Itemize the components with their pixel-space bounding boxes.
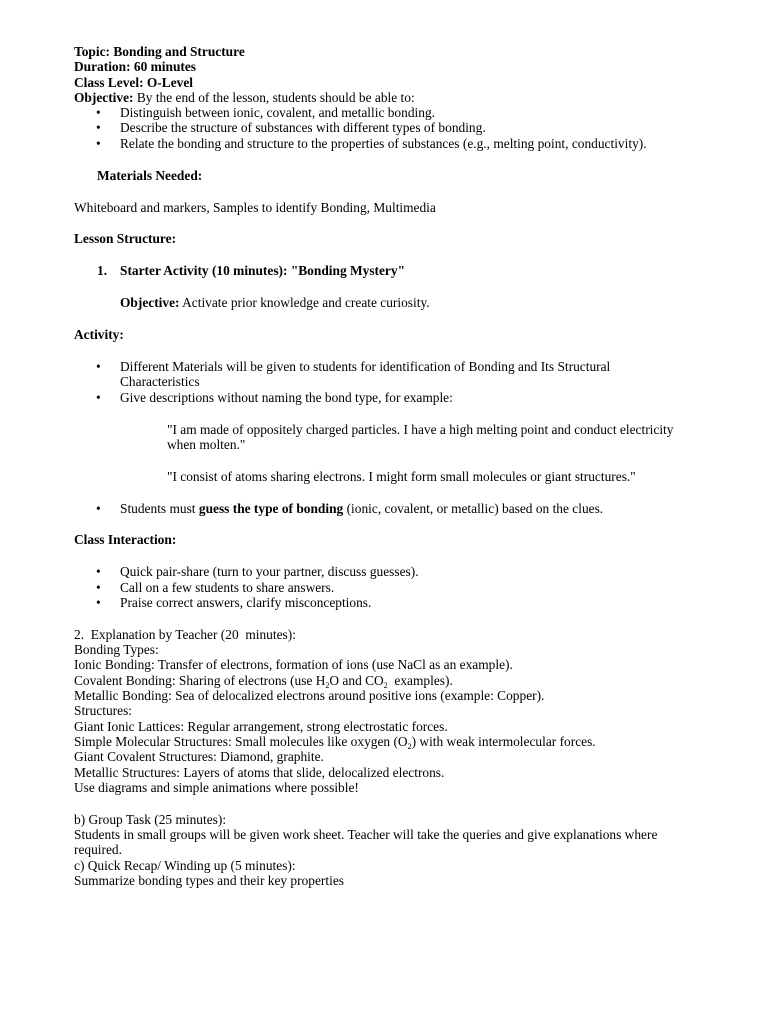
explanation-title: 2. Explanation by Teacher (20 minutes): <box>74 626 296 642</box>
subscript: 2 <box>407 741 412 751</box>
objective-text: By the end of the lesson, students should be able to: <box>133 89 415 105</box>
structures-label: Structures: <box>74 703 133 719</box>
starter-objective-label: Objective: <box>120 295 180 311</box>
starter-title: Starter Activity (10 minutes): "Bonding Mystery" <box>120 263 406 279</box>
activity-list <box>74 359 684 405</box>
covalent-bonding-line <box>74 673 684 688</box>
list-item: • Different Materials will be given to students for identification of Bonding and Its Structural Characteristics <box>74 359 684 390</box>
ionic-bonding-line: Ionic Bonding: Transfer of electrons, formation of ions (use NaCl as an example). <box>74 657 513 673</box>
subscript: 2 <box>325 680 330 690</box>
list-item: • Relate the bonding and structure to the properties of substances (e.g., melting point, conductivity). <box>74 136 684 151</box>
list-item: • Give descriptions without naming the bond type, for example: <box>74 390 684 405</box>
example-quote-covalent: "I consist of atoms sharing electrons. I might form small molecules or giant structures." <box>167 468 636 484</box>
list-item <box>74 501 684 516</box>
duration-line: Duration: 60 minutes <box>74 59 197 75</box>
recap-title: c) Quick Recap/ Winding up (5 minutes): <box>74 857 296 873</box>
starter-number: 1. <box>97 263 108 279</box>
starter-activity-title <box>74 263 684 278</box>
metallic-structures-line: Metallic Structures: Layers of atoms that slide, delocalized electrons. <box>74 764 445 780</box>
covalent-text-c: examples). <box>387 672 453 688</box>
lesson-structure-heading: Lesson Structure: <box>74 231 177 247</box>
group-task-title: b) Group Task (25 minutes): <box>74 811 227 827</box>
simple-text-a: Simple Molecular Structures: Small molecules like oxygen (O <box>74 733 408 749</box>
starter-objective-text: Activate prior knowledge and create curiosity. <box>179 295 430 311</box>
covalent-text-a: Covalent Bonding: Sharing of electrons (use H <box>74 672 326 688</box>
class-level-line: Class Level: O-Level <box>74 74 194 90</box>
giant-ionic-line: Giant Ionic Lattices: Regular arrangement, strong electrostatic forces. <box>74 718 448 734</box>
group-task-text: Students in small groups will be given work sheet. Teacher will take the queries and give explanations where required. <box>74 827 658 858</box>
objectives-list <box>74 105 684 151</box>
objective-line <box>74 90 684 105</box>
giant-covalent-line: Giant Covalent Structures: Diamond, graphite. <box>74 749 324 765</box>
materials-heading: Materials Needed: <box>97 167 203 183</box>
example-quote-ionic: "I am made of oppositely charged particles. I have a high melting point and conduct electricity when molten." <box>167 421 674 452</box>
bonding-types-label: Bonding Types: <box>74 642 159 658</box>
objective-label: Objective: <box>74 89 134 105</box>
topic-line: Topic: Bonding and Structure <box>74 44 245 59</box>
guess-suffix: (ionic, covalent, or metallic) based on the clues. <box>343 500 604 516</box>
diagrams-note: Use diagrams and simple animations where possible! <box>74 779 359 795</box>
lesson-plan-page <box>74 44 684 888</box>
metallic-bonding-line: Metallic Bonding: Sea of delocalized electrons around positive ions (example: Copper). <box>74 688 545 704</box>
interaction-list <box>74 564 684 610</box>
guess-list <box>74 501 684 516</box>
list-item: • Call on a few students to share answers. <box>74 580 684 595</box>
list-item: • Praise correct answers, clarify misconceptions. <box>74 595 684 610</box>
list-item: • Describe the structure of substances with different types of bonding. <box>74 120 684 135</box>
materials-text: Whiteboard and markers, Samples to identify Bonding, Multimedia <box>74 199 436 215</box>
simple-text-b: ) with weak intermolecular forces. <box>411 733 596 749</box>
covalent-text-b: O and CO <box>329 672 384 688</box>
recap-text: Summarize bonding types and their key properties <box>74 872 344 888</box>
activity-heading: Activity: <box>74 327 124 343</box>
guess-prefix: Students must <box>120 500 199 516</box>
simple-molecular-line <box>74 734 684 749</box>
starter-objective <box>74 295 684 310</box>
guess-bold: guess the type of bonding <box>198 500 344 516</box>
list-item: • Distinguish between ionic, covalent, and metallic bonding. <box>74 105 684 120</box>
list-item: • Quick pair-share (turn to your partner, discuss guesses). <box>74 564 684 579</box>
class-interaction-heading: Class Interaction: <box>74 532 177 548</box>
subscript: 2 <box>383 680 388 690</box>
